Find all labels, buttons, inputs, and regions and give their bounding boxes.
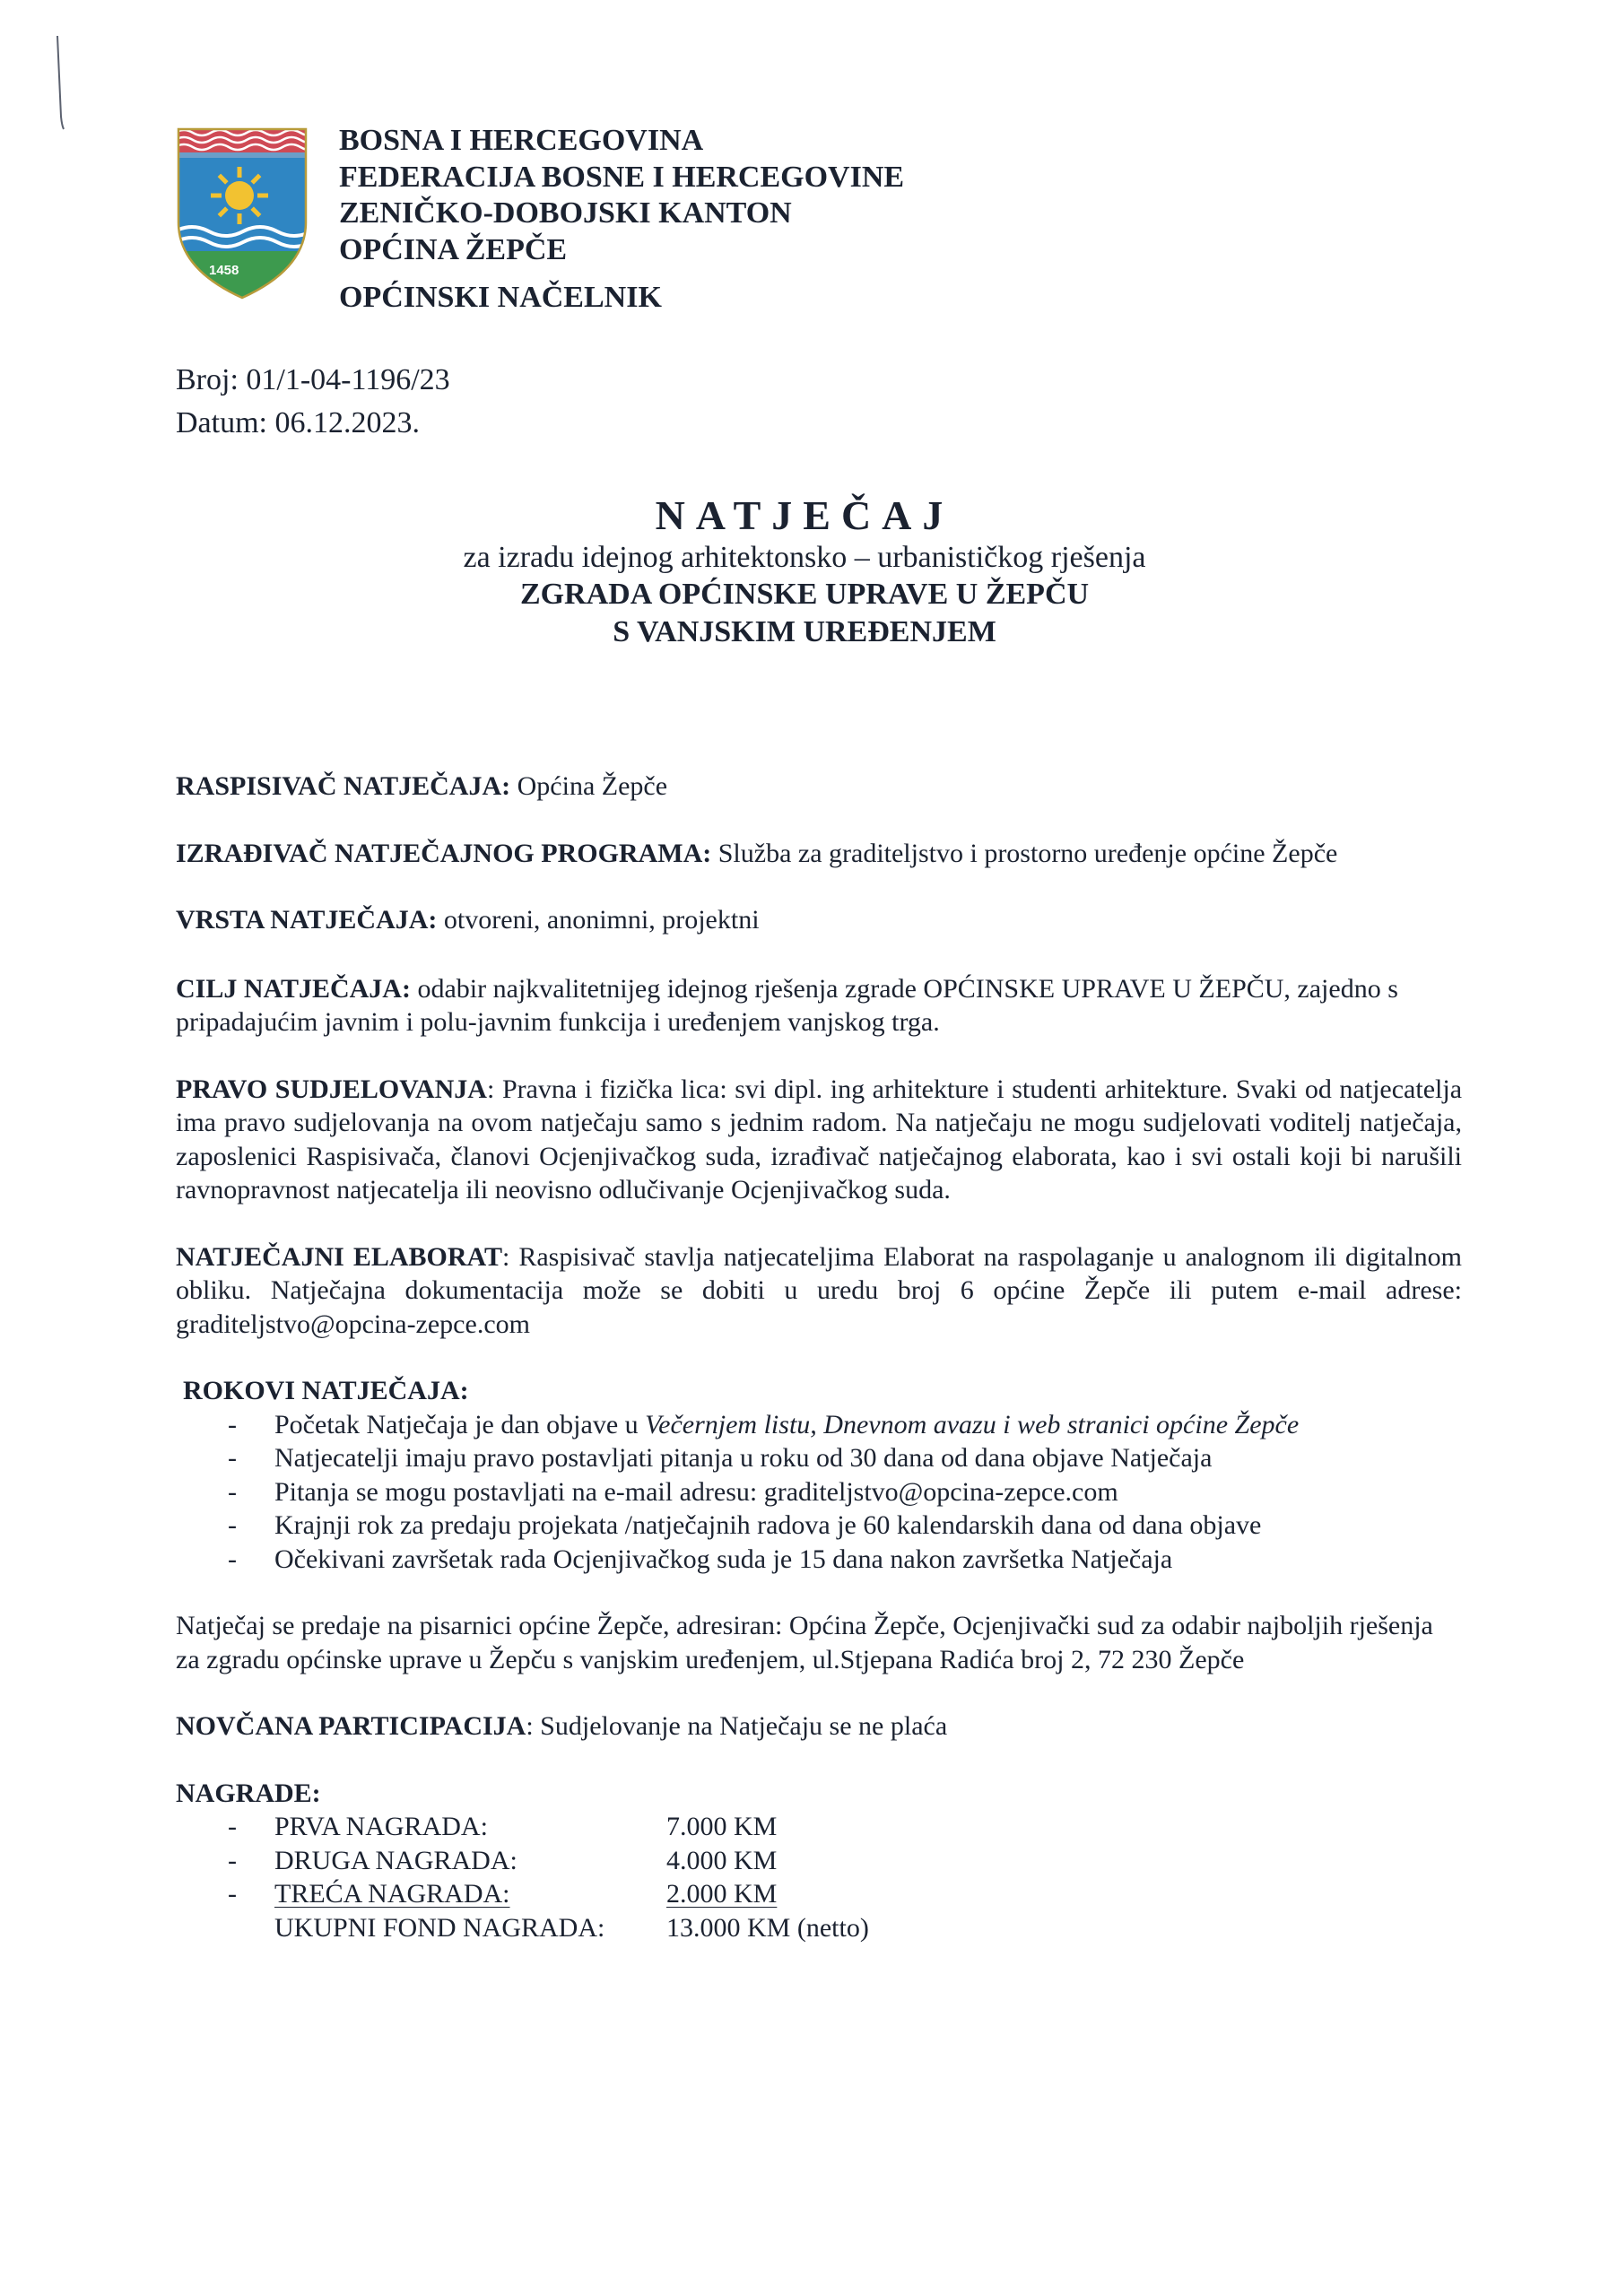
section-label: NAGRADE:	[176, 1778, 321, 1808]
section-vrsta	[176, 903, 1462, 937]
section-pravo	[176, 1073, 1462, 1207]
document-title-block	[0, 491, 1609, 651]
prize-total-row	[176, 1911, 1462, 1945]
list-item: - Krajnji rok za predaju projekata /natječajnih radova je 60 kalendarskih dana od dana objave	[176, 1509, 1462, 1543]
prize-amount: 2.000 KM	[666, 1879, 778, 1909]
section-label: NOVČANA PARTICIPACIJA	[176, 1711, 526, 1741]
section-raspisivac	[176, 770, 1462, 804]
list-item: - Početak Natječaja je dan objave u Večernjem listu, Dnevnom avazu i web stranici općine Žepče	[176, 1408, 1462, 1442]
section-text: Općina Žepče	[510, 771, 668, 801]
project-name-line-1: ZGRADA OPĆINSKE UPRAVE U ŽEPČU	[519, 578, 1090, 611]
list-item: - Očekivani završetak rada Ocjenjivačkog suda je 15 dana nakon završetka Natječaja	[176, 1543, 1462, 1577]
section-rokovi	[176, 1374, 1462, 1576]
list-dash: -	[228, 1476, 237, 1507]
project-name-line-2: S VANJSKIM UREĐENJEM	[613, 615, 996, 648]
prize-name: PRVA NAGRADA:	[274, 1812, 488, 1841]
list-item: - Natjecatelji imaju pravo postavljati pitanja u roku od 30 dana od dana objave Natječaja	[176, 1441, 1462, 1475]
section-label: RASPISIVAČ NATJEČAJA:	[176, 771, 511, 801]
section-text: : Raspisivač stavlja natjecateljima Elaborat na raspolaganje u analognom ili digitalnom obliku. Natječajna dokumentacija može se dobiti u uredu broj 6 općine Žepče ili putem e-mail adrese: graditeljstvo@opcina-zepce.com	[176, 1241, 1463, 1339]
list-dash: -	[228, 1510, 237, 1540]
section-text: odabir najkvalitetnijeg idejnog rješenja zgrade OPĆINSKE UPRAVE U ŽEPČU, zajedno s pripadajućim javnim i polu-javnim funkcija i uređenjem vanjskog trga.	[176, 973, 1398, 1037]
section-text: : Pravna i fizička lica: svi dipl. ing arhitekture i studenti arhitekture. Svaki od natjecatelja ima pravo sudjelovanja na ovom natječaju samo s jednim radom. Na natječaju ne mogu sudjelovati voditelj natječaja, zaposlenici Raspisivača, članovi Ocjenjivačkog suda, izrađivač natječajnog elaborata, kao i svi ostali koji bi narušili ravnopravnost natjecatelja ili neovisno odlučivanje Ocjenjivačkog suda.	[176, 1074, 1463, 1205]
prize-row	[176, 1877, 1462, 1911]
institution-header	[339, 123, 904, 317]
list-item: - Pitanja se mogu postavljati na e-mail adresu: graditeljstvo@opcina-zepce.com	[176, 1475, 1462, 1509]
header-line-municipality: OPĆINA ŽEPČE	[339, 232, 568, 266]
header-line-federation: FEDERACIJA BOSNE I HERCEGOVINE	[339, 160, 905, 194]
header-line-office: OPĆINSKI NAČELNIK	[339, 281, 662, 314]
section-cilj	[176, 972, 1462, 1039]
prize-name: TREĆA NAGRADA:	[274, 1879, 510, 1909]
scan-mark	[56, 34, 65, 133]
publication-names: Večernjem listu, Dnevnom avazu i web stranici općine Žepče	[645, 1409, 1300, 1439]
reference-number: Broj: 01/1-04-1196/23	[176, 363, 450, 396]
prize-amount: 4.000 KM	[666, 1845, 778, 1875]
prize-name: DRUGA NAGRADA:	[274, 1845, 517, 1875]
section-label: VRSTA NATJEČAJA:	[176, 905, 438, 935]
section-predaja: Natječaj se predaje na pisarnici općine Žepče, adresiran: Općina Žepče, Ocjenjivački sud za odabir najboljih rješenja za zgradu općinske uprave u Žepču s vanjskim uređenjem, ul.Stjepana Radića broj 2, 72 230 Žepče	[176, 1611, 1433, 1674]
list-dash: -	[228, 1879, 237, 1909]
prize-amount: 7.000 KM	[666, 1812, 778, 1841]
section-label: PRAVO SUDJELOVANJA	[176, 1074, 487, 1104]
document-body	[176, 770, 1462, 1944]
section-label: CILJ NATJEČAJA:	[176, 973, 411, 1004]
section-izradivac	[176, 837, 1462, 871]
document-date: Datum: 06.12.2023.	[176, 406, 420, 439]
section-label: ROKOVI NATJEČAJA:	[183, 1376, 469, 1405]
document-title: NATJEČAJ	[655, 492, 954, 538]
prize-row	[176, 1844, 1462, 1878]
document-subtitle: za izradu idejnog arhitektonsko – urbanističkog rješenja	[463, 541, 1146, 574]
section-participacija	[176, 1709, 1462, 1744]
section-elaborat	[176, 1240, 1462, 1342]
prize-total-name: UKUPNI FOND NAGRADA:	[274, 1912, 605, 1943]
prize-list	[176, 1810, 1462, 1944]
section-nagrade	[176, 1777, 1462, 1945]
list-dash: -	[228, 1812, 237, 1841]
list-dash: -	[228, 1845, 237, 1875]
list-dash: -	[228, 1409, 237, 1439]
deadline-list	[176, 1408, 1462, 1577]
section-label: NATJEČAJNI ELABORAT	[176, 1241, 502, 1272]
list-dash: -	[228, 1544, 237, 1574]
document-references	[176, 359, 450, 445]
section-text: Služba za graditeljstvo i prostorno uređenje općine Žepče	[711, 838, 1338, 868]
section-label: IZRAĐIVAČ NATJEČAJNOG PROGRAMA:	[176, 838, 712, 868]
crest-year: 1458	[209, 263, 239, 278]
section-text: otvoreni, anonimni, projektni	[437, 905, 760, 935]
section-text: : Sudjelovanje na Natječaju se ne plaća	[526, 1711, 948, 1741]
prize-row	[176, 1810, 1462, 1844]
prize-total-amount: 13.000 KM (netto)	[666, 1912, 869, 1943]
list-dash: -	[228, 1443, 237, 1473]
coat-of-arms-icon	[175, 126, 309, 300]
header-line-canton: ZENIČKO-DOBOJSKI KANTON	[339, 196, 792, 230]
header-line-country: BOSNA I HERCEGOVINA	[339, 124, 704, 157]
